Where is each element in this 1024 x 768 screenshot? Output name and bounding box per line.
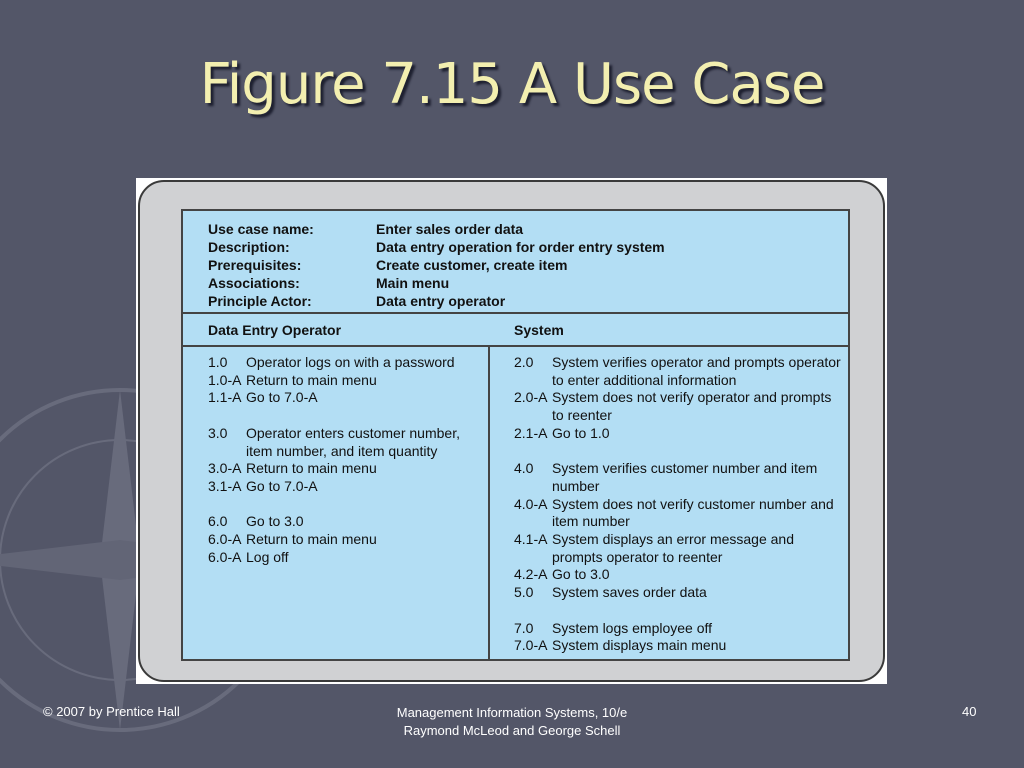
- step-number: 1.0: [208, 354, 228, 370]
- meta-value: Data entry operation for order entry system: [376, 239, 665, 255]
- step-number: 4.1-A: [514, 531, 548, 548]
- step-number: 2.1-A: [514, 424, 548, 441]
- meta-label: Use case name:: [208, 221, 314, 237]
- step-number: 3.0: [208, 424, 228, 441]
- step-row: [208, 389, 486, 407]
- step-text: Go to 3.0: [246, 513, 304, 530]
- step-row: [208, 425, 486, 460]
- step-number: 6.0-A: [208, 548, 242, 565]
- footer-book-title: Management Information Systems, 10/e: [396, 705, 628, 720]
- step-text: Return to main menu: [246, 531, 377, 547]
- step-row: [514, 531, 844, 566]
- step-row: [208, 513, 486, 531]
- step-text: System does not verify operator and prompts to reenter: [552, 389, 832, 424]
- step-row: [208, 478, 486, 496]
- step-number: 4.2-A: [514, 566, 548, 583]
- footer-book-info: [312, 704, 712, 740]
- footer-book-authors: Raymond McLeod and George Schell: [403, 723, 621, 738]
- step-number: 3.0-A: [208, 460, 242, 477]
- step-text: Go to 7.0-A: [246, 389, 318, 406]
- step-number: 1.1-A: [208, 389, 242, 406]
- system-steps: [514, 354, 844, 655]
- step-text: Return to main menu: [246, 371, 377, 388]
- step-row: [514, 460, 844, 495]
- step-row: [514, 637, 844, 655]
- meta-value: Enter sales order data: [376, 221, 524, 237]
- step-row: [514, 566, 844, 584]
- meta-value: Main menu: [376, 275, 450, 291]
- footer-copyright: © 2007 by Prentice Hall: [43, 704, 180, 719]
- step-number: 7.0: [514, 619, 534, 636]
- step-row: [208, 354, 486, 372]
- operator-steps: [208, 354, 486, 566]
- column-headers: [183, 314, 848, 347]
- step-row: [514, 425, 844, 443]
- step-number: 5.0: [514, 584, 534, 601]
- step-text: System does not verify customer number and item number: [552, 495, 834, 530]
- meta-row: [208, 292, 848, 310]
- step-text: Go to 1.0: [552, 424, 610, 441]
- meta-row: [208, 220, 848, 238]
- step-number: 1.0-A: [208, 371, 242, 388]
- step-number: 4.0: [514, 460, 534, 477]
- meta-row: [208, 274, 848, 292]
- meta-label: Associations:: [208, 275, 300, 291]
- step-number: 2.0-A: [514, 389, 548, 406]
- slide-title: Figure 7.15 A Use Case: [199, 52, 825, 117]
- step-number: 2.0: [514, 354, 534, 370]
- step-number: 4.0-A: [514, 495, 548, 512]
- meta-label: Principle Actor:: [208, 293, 312, 309]
- step-row: [514, 354, 844, 389]
- column-header-operator: Data Entry Operator: [208, 322, 342, 338]
- step-text: Operator enters customer number, item number, and item quantity: [246, 424, 460, 459]
- step-row: [208, 372, 486, 390]
- step-text: System verifies operator and prompts operator to enter additional information: [552, 354, 841, 388]
- figure-frame: [136, 178, 887, 684]
- meta-value: Create customer, create item: [376, 257, 568, 273]
- step-row: [208, 531, 486, 549]
- step-number: 6.0: [208, 513, 228, 530]
- step-row: [208, 460, 486, 478]
- step-number: 6.0-A: [208, 531, 242, 547]
- use-case-table: [181, 209, 850, 661]
- step-row: [514, 584, 844, 602]
- step-row: [514, 389, 844, 424]
- meta-row: [208, 256, 848, 274]
- step-number: 7.0-A: [514, 637, 548, 654]
- meta-row: [208, 238, 848, 256]
- step-text: Return to main menu: [246, 460, 377, 477]
- step-text: System displays an error message and prompts operator to reenter: [552, 531, 794, 565]
- step-text: Operator logs on with a password: [246, 354, 455, 370]
- footer-page-number: 40: [962, 704, 977, 719]
- column-header-system: System: [514, 322, 564, 338]
- step-text: System displays main menu: [552, 637, 727, 654]
- meta-label: Prerequisites:: [208, 257, 302, 273]
- step-text: System saves order data: [552, 584, 707, 601]
- meta-value: Data entry operator: [376, 293, 506, 309]
- meta-label: Description:: [208, 239, 290, 255]
- column-divider: [488, 347, 490, 661]
- step-row: [514, 496, 844, 531]
- step-text: Go to 7.0-A: [246, 477, 318, 494]
- step-text: System logs employee off: [552, 619, 713, 636]
- step-number: 3.1-A: [208, 477, 242, 494]
- figure-rounded-panel: [138, 180, 885, 682]
- step-text: Log off: [246, 548, 289, 565]
- step-row: [514, 620, 844, 638]
- use-case-meta: [183, 211, 848, 314]
- step-row: [208, 549, 486, 567]
- step-text: System verifies customer number and item number: [552, 460, 818, 494]
- step-text: Go to 3.0: [552, 566, 610, 583]
